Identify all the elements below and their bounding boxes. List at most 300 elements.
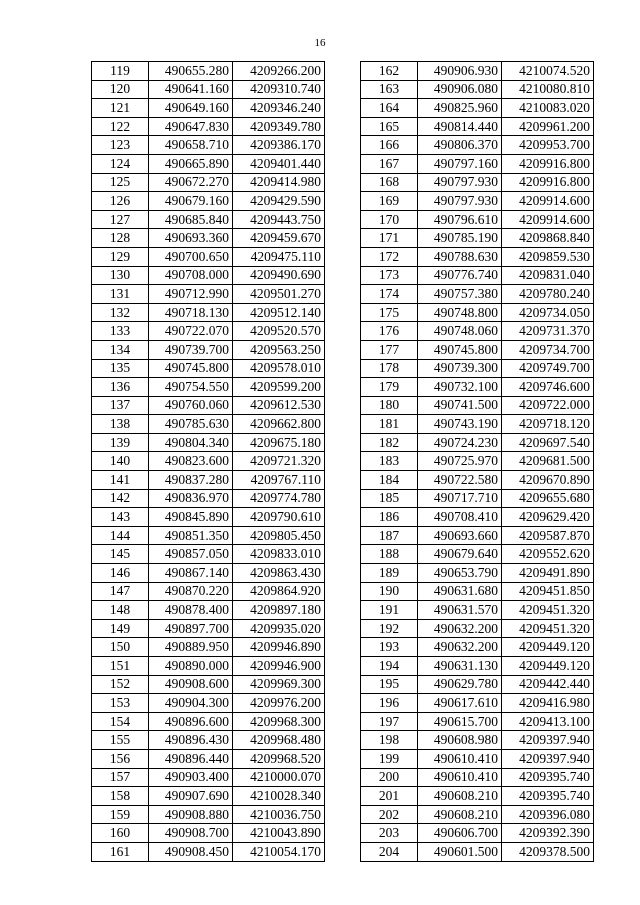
x-coordinate-cell: 490814.440 (418, 117, 502, 136)
y-coordinate-cell: 4209552.620 (502, 545, 594, 564)
point-number-cell: 173 (361, 266, 418, 285)
y-coordinate-cell: 4209953.700 (502, 136, 594, 155)
point-number-cell: 140 (92, 452, 149, 471)
x-coordinate-cell: 490606.700 (418, 824, 502, 843)
y-coordinate-cell: 4209831.040 (502, 266, 594, 285)
x-coordinate-cell: 490712.990 (149, 285, 233, 304)
point-number-cell: 130 (92, 266, 149, 285)
table-row (92, 768, 325, 787)
x-coordinate-cell: 490672.270 (149, 173, 233, 192)
point-number-cell: 133 (92, 322, 149, 341)
table-row (92, 154, 325, 173)
point-number-cell: 156 (92, 749, 149, 768)
point-number-cell: 204 (361, 842, 418, 861)
table-row (92, 247, 325, 266)
table-row (361, 62, 594, 81)
point-number-cell: 162 (361, 62, 418, 81)
y-coordinate-cell: 4209859.530 (502, 247, 594, 266)
x-coordinate-cell: 490908.450 (149, 842, 233, 861)
x-coordinate-cell: 490889.950 (149, 638, 233, 657)
y-coordinate-cell: 4209449.120 (502, 638, 594, 657)
y-coordinate-cell: 4209897.180 (233, 601, 325, 620)
x-coordinate-cell: 490655.280 (149, 62, 233, 81)
page-number: 16 (314, 37, 326, 49)
x-coordinate-cell: 490797.930 (418, 173, 502, 192)
y-coordinate-cell: 4209697.540 (502, 433, 594, 452)
x-coordinate-cell: 490641.160 (149, 80, 233, 99)
table-row (361, 154, 594, 173)
x-coordinate-cell: 490776.740 (418, 266, 502, 285)
point-number-cell: 160 (92, 824, 149, 843)
x-coordinate-cell: 490608.210 (418, 787, 502, 806)
table-row (92, 842, 325, 861)
table-row (361, 396, 594, 415)
x-coordinate-cell: 490739.700 (149, 340, 233, 359)
table-row (92, 359, 325, 378)
x-coordinate-cell: 490679.640 (418, 545, 502, 564)
point-number-cell: 199 (361, 749, 418, 768)
y-coordinate-cell: 4209916.800 (502, 154, 594, 173)
point-number-cell: 125 (92, 173, 149, 192)
point-number-cell: 131 (92, 285, 149, 304)
point-number-cell: 165 (361, 117, 418, 136)
x-coordinate-cell: 490896.430 (149, 731, 233, 750)
point-number-cell: 203 (361, 824, 418, 843)
table-row (92, 675, 325, 694)
point-number-cell: 152 (92, 675, 149, 694)
table-row (361, 675, 594, 694)
x-coordinate-cell: 490748.060 (418, 322, 502, 341)
x-coordinate-cell: 490908.600 (149, 675, 233, 694)
point-number-cell: 186 (361, 508, 418, 527)
y-coordinate-cell: 4209721.320 (233, 452, 325, 471)
table-row (92, 526, 325, 545)
table-row (361, 582, 594, 601)
point-number-cell: 175 (361, 303, 418, 322)
table-row (92, 266, 325, 285)
point-number-cell: 145 (92, 545, 149, 564)
point-number-cell: 142 (92, 489, 149, 508)
table-row (361, 842, 594, 861)
point-number-cell: 192 (361, 619, 418, 638)
table-row (361, 303, 594, 322)
table-row (361, 378, 594, 397)
table-row (361, 694, 594, 713)
y-coordinate-cell: 4209864.920 (233, 582, 325, 601)
y-coordinate-cell: 4209501.270 (233, 285, 325, 304)
point-number-cell: 167 (361, 154, 418, 173)
x-coordinate-cell: 490722.070 (149, 322, 233, 341)
x-coordinate-cell: 490693.360 (149, 229, 233, 248)
point-number-cell: 163 (361, 80, 418, 99)
point-number-cell: 120 (92, 80, 149, 99)
point-number-cell: 183 (361, 452, 418, 471)
y-coordinate-cell: 4209401.440 (233, 154, 325, 173)
table-row (92, 564, 325, 583)
x-coordinate-cell: 490906.930 (418, 62, 502, 81)
y-coordinate-cell: 4209397.940 (502, 731, 594, 750)
y-coordinate-cell: 4209681.500 (502, 452, 594, 471)
table-row (361, 247, 594, 266)
y-coordinate-cell: 4209346.240 (233, 99, 325, 118)
point-number-cell: 161 (92, 842, 149, 861)
table-row (361, 489, 594, 508)
table-row (92, 173, 325, 192)
y-coordinate-cell: 4209914.600 (502, 210, 594, 229)
point-number-cell: 177 (361, 340, 418, 359)
point-number-cell: 187 (361, 526, 418, 545)
point-number-cell: 198 (361, 731, 418, 750)
point-number-cell: 180 (361, 396, 418, 415)
point-number-cell: 146 (92, 564, 149, 583)
y-coordinate-cell: 4209451.320 (502, 601, 594, 620)
point-number-cell: 138 (92, 415, 149, 434)
y-coordinate-cell: 4209414.980 (233, 173, 325, 192)
point-number-cell: 155 (92, 731, 149, 750)
y-coordinate-cell: 4210028.340 (233, 787, 325, 806)
y-coordinate-cell: 4209587.870 (502, 526, 594, 545)
y-coordinate-cell: 4209266.200 (233, 62, 325, 81)
y-coordinate-cell: 4209833.010 (233, 545, 325, 564)
x-coordinate-cell: 490743.190 (418, 415, 502, 434)
point-number-cell: 144 (92, 526, 149, 545)
point-number-cell: 134 (92, 340, 149, 359)
x-coordinate-cell: 490870.220 (149, 582, 233, 601)
x-coordinate-cell: 490732.100 (418, 378, 502, 397)
table-row (92, 582, 325, 601)
point-number-cell: 190 (361, 582, 418, 601)
x-coordinate-cell: 490725.970 (418, 452, 502, 471)
point-number-cell: 184 (361, 471, 418, 490)
point-number-cell: 136 (92, 378, 149, 397)
table-row (361, 545, 594, 564)
x-coordinate-cell: 490760.060 (149, 396, 233, 415)
y-coordinate-cell: 4209968.480 (233, 731, 325, 750)
x-coordinate-cell: 490610.410 (418, 749, 502, 768)
table-row (92, 136, 325, 155)
y-coordinate-cell: 4209916.800 (502, 173, 594, 192)
table-row (361, 824, 594, 843)
y-coordinate-cell: 4209451.850 (502, 582, 594, 601)
x-coordinate-cell: 490788.630 (418, 247, 502, 266)
point-number-cell: 201 (361, 787, 418, 806)
y-coordinate-cell: 4210074.520 (502, 62, 594, 81)
y-coordinate-cell: 4209961.200 (502, 117, 594, 136)
y-coordinate-cell: 4209395.740 (502, 768, 594, 787)
y-coordinate-cell: 4209395.740 (502, 787, 594, 806)
point-number-cell: 194 (361, 657, 418, 676)
point-number-cell: 157 (92, 768, 149, 787)
coordinates-table-right (360, 61, 594, 862)
table-row (92, 117, 325, 136)
point-number-cell: 127 (92, 210, 149, 229)
x-coordinate-cell: 490837.280 (149, 471, 233, 490)
x-coordinate-cell: 490608.210 (418, 805, 502, 824)
y-coordinate-cell: 4209914.600 (502, 192, 594, 211)
y-coordinate-cell: 4209868.840 (502, 229, 594, 248)
y-coordinate-cell: 4210036.750 (233, 805, 325, 824)
y-coordinate-cell: 4209491.890 (502, 564, 594, 583)
y-coordinate-cell: 4209670.890 (502, 471, 594, 490)
point-number-cell: 164 (361, 99, 418, 118)
y-coordinate-cell: 4209396.080 (502, 805, 594, 824)
x-coordinate-cell: 490878.400 (149, 601, 233, 620)
x-coordinate-cell: 490629.780 (418, 675, 502, 694)
y-coordinate-cell: 4209731.370 (502, 322, 594, 341)
y-coordinate-cell: 4209780.240 (502, 285, 594, 304)
x-coordinate-cell: 490647.830 (149, 117, 233, 136)
y-coordinate-cell: 4209629.420 (502, 508, 594, 527)
point-number-cell: 119 (92, 62, 149, 81)
y-coordinate-cell: 4209662.800 (233, 415, 325, 434)
table-row (361, 322, 594, 341)
x-coordinate-cell: 490908.880 (149, 805, 233, 824)
x-coordinate-cell: 490806.370 (418, 136, 502, 155)
point-number-cell: 132 (92, 303, 149, 322)
x-coordinate-cell: 490601.500 (418, 842, 502, 861)
y-coordinate-cell: 4209675.180 (233, 433, 325, 452)
table-row (361, 731, 594, 750)
y-coordinate-cell: 4209397.940 (502, 749, 594, 768)
y-coordinate-cell: 4209722.000 (502, 396, 594, 415)
point-number-cell: 159 (92, 805, 149, 824)
table-row (361, 173, 594, 192)
table-row (92, 340, 325, 359)
y-coordinate-cell: 4209969.300 (233, 675, 325, 694)
x-coordinate-cell: 490745.800 (149, 359, 233, 378)
x-coordinate-cell: 490890.000 (149, 657, 233, 676)
point-number-cell: 178 (361, 359, 418, 378)
point-number-cell: 149 (92, 619, 149, 638)
y-coordinate-cell: 4210083.020 (502, 99, 594, 118)
table-row (361, 210, 594, 229)
x-coordinate-cell: 490649.160 (149, 99, 233, 118)
point-number-cell: 189 (361, 564, 418, 583)
table-row (361, 99, 594, 118)
y-coordinate-cell: 4209734.700 (502, 340, 594, 359)
y-coordinate-cell: 4209349.780 (233, 117, 325, 136)
x-coordinate-cell: 490906.080 (418, 80, 502, 99)
point-number-cell: 181 (361, 415, 418, 434)
table-row (361, 657, 594, 676)
table-row (92, 415, 325, 434)
x-coordinate-cell: 490797.160 (418, 154, 502, 173)
table-row (361, 285, 594, 304)
y-coordinate-cell: 4209718.120 (502, 415, 594, 434)
point-number-cell: 185 (361, 489, 418, 508)
y-coordinate-cell: 4209968.300 (233, 712, 325, 731)
point-number-cell: 166 (361, 136, 418, 155)
table-row (361, 415, 594, 434)
table-row (92, 749, 325, 768)
table-row (361, 805, 594, 824)
x-coordinate-cell: 490617.610 (418, 694, 502, 713)
point-number-cell: 143 (92, 508, 149, 527)
point-number-cell: 126 (92, 192, 149, 211)
table-row (361, 452, 594, 471)
x-coordinate-cell: 490836.970 (149, 489, 233, 508)
x-coordinate-cell: 490785.190 (418, 229, 502, 248)
x-coordinate-cell: 490631.570 (418, 601, 502, 620)
y-coordinate-cell: 4209946.900 (233, 657, 325, 676)
x-coordinate-cell: 490804.340 (149, 433, 233, 452)
y-coordinate-cell: 4209578.010 (233, 359, 325, 378)
x-coordinate-cell: 490700.650 (149, 247, 233, 266)
table-row (92, 99, 325, 118)
y-coordinate-cell: 4209612.530 (233, 396, 325, 415)
table-row (92, 657, 325, 676)
x-coordinate-cell: 490897.700 (149, 619, 233, 638)
y-coordinate-cell: 4209449.120 (502, 657, 594, 676)
table-row (92, 80, 325, 99)
x-coordinate-cell: 490608.980 (418, 731, 502, 750)
y-coordinate-cell: 4209442.440 (502, 675, 594, 694)
table-row (92, 638, 325, 657)
point-number-cell: 158 (92, 787, 149, 806)
y-coordinate-cell: 4209805.450 (233, 526, 325, 545)
point-number-cell: 129 (92, 247, 149, 266)
coordinates-table-left (91, 61, 325, 862)
x-coordinate-cell: 490907.690 (149, 787, 233, 806)
y-coordinate-cell: 4209734.050 (502, 303, 594, 322)
table-row (92, 824, 325, 843)
point-number-cell: 128 (92, 229, 149, 248)
y-coordinate-cell: 4209774.780 (233, 489, 325, 508)
x-coordinate-cell: 490908.700 (149, 824, 233, 843)
x-coordinate-cell: 490867.140 (149, 564, 233, 583)
y-coordinate-cell: 4209863.430 (233, 564, 325, 583)
y-coordinate-cell: 4209976.200 (233, 694, 325, 713)
x-coordinate-cell: 490757.380 (418, 285, 502, 304)
point-number-cell: 182 (361, 433, 418, 452)
point-number-cell: 200 (361, 768, 418, 787)
x-coordinate-cell: 490724.230 (418, 433, 502, 452)
point-number-cell: 196 (361, 694, 418, 713)
table-row (92, 731, 325, 750)
table-row (361, 471, 594, 490)
y-coordinate-cell: 4209767.110 (233, 471, 325, 490)
point-number-cell: 193 (361, 638, 418, 657)
table-row (92, 452, 325, 471)
x-coordinate-cell: 490718.130 (149, 303, 233, 322)
y-coordinate-cell: 4210054.170 (233, 842, 325, 861)
y-coordinate-cell: 4209451.320 (502, 619, 594, 638)
y-coordinate-cell: 4209790.610 (233, 508, 325, 527)
table-row (92, 712, 325, 731)
point-number-cell: 169 (361, 192, 418, 211)
x-coordinate-cell: 490845.890 (149, 508, 233, 527)
point-number-cell: 137 (92, 396, 149, 415)
x-coordinate-cell: 490658.710 (149, 136, 233, 155)
point-number-cell: 151 (92, 657, 149, 676)
y-coordinate-cell: 4210080.810 (502, 80, 594, 99)
y-coordinate-cell: 4209563.250 (233, 340, 325, 359)
table-row (92, 619, 325, 638)
table-row (92, 508, 325, 527)
point-number-cell: 147 (92, 582, 149, 601)
point-number-cell: 202 (361, 805, 418, 824)
table-row (361, 712, 594, 731)
point-number-cell: 122 (92, 117, 149, 136)
x-coordinate-cell: 490903.400 (149, 768, 233, 787)
point-number-cell: 148 (92, 601, 149, 620)
table-row (92, 545, 325, 564)
y-coordinate-cell: 4209378.500 (502, 842, 594, 861)
y-coordinate-cell: 4210000.070 (233, 768, 325, 787)
y-coordinate-cell: 4209968.520 (233, 749, 325, 768)
x-coordinate-cell: 490722.580 (418, 471, 502, 490)
x-coordinate-cell: 490708.000 (149, 266, 233, 285)
point-number-cell: 139 (92, 433, 149, 452)
table-row (92, 489, 325, 508)
y-coordinate-cell: 4209490.690 (233, 266, 325, 285)
x-coordinate-cell: 490739.300 (418, 359, 502, 378)
x-coordinate-cell: 490896.600 (149, 712, 233, 731)
point-number-cell: 135 (92, 359, 149, 378)
table-row (361, 229, 594, 248)
table-row (361, 359, 594, 378)
table-row (361, 749, 594, 768)
y-coordinate-cell: 4209520.570 (233, 322, 325, 341)
table-row (92, 192, 325, 211)
point-number-cell: 123 (92, 136, 149, 155)
x-coordinate-cell: 490679.160 (149, 192, 233, 211)
x-coordinate-cell: 490904.300 (149, 694, 233, 713)
table-row (92, 378, 325, 397)
x-coordinate-cell: 490632.200 (418, 619, 502, 638)
y-coordinate-cell: 4209310.740 (233, 80, 325, 99)
table-row (92, 805, 325, 824)
table-row (361, 117, 594, 136)
table-row (92, 210, 325, 229)
x-coordinate-cell: 490665.890 (149, 154, 233, 173)
point-number-cell: 124 (92, 154, 149, 173)
point-number-cell: 141 (92, 471, 149, 490)
table-row (361, 508, 594, 527)
x-coordinate-cell: 490741.500 (418, 396, 502, 415)
x-coordinate-cell: 490896.440 (149, 749, 233, 768)
table-row (361, 638, 594, 657)
y-coordinate-cell: 4209935.020 (233, 619, 325, 638)
x-coordinate-cell: 490796.610 (418, 210, 502, 229)
point-number-cell: 172 (361, 247, 418, 266)
table-row (361, 601, 594, 620)
x-coordinate-cell: 490785.630 (149, 415, 233, 434)
table-row (92, 471, 325, 490)
y-coordinate-cell: 4209413.100 (502, 712, 594, 731)
table-row (361, 787, 594, 806)
x-coordinate-cell: 490857.050 (149, 545, 233, 564)
point-number-cell: 150 (92, 638, 149, 657)
table-row (361, 136, 594, 155)
point-number-cell: 195 (361, 675, 418, 694)
y-coordinate-cell: 4209946.890 (233, 638, 325, 657)
point-number-cell: 153 (92, 694, 149, 713)
point-number-cell: 188 (361, 545, 418, 564)
table-row (361, 80, 594, 99)
y-coordinate-cell: 4209512.140 (233, 303, 325, 322)
point-number-cell: 168 (361, 173, 418, 192)
table-row (92, 396, 325, 415)
table-row (361, 433, 594, 452)
y-coordinate-cell: 4209429.590 (233, 192, 325, 211)
point-number-cell: 191 (361, 601, 418, 620)
y-coordinate-cell: 4209386.170 (233, 136, 325, 155)
y-coordinate-cell: 4209655.680 (502, 489, 594, 508)
table-row (361, 564, 594, 583)
x-coordinate-cell: 490797.930 (418, 192, 502, 211)
x-coordinate-cell: 490631.680 (418, 582, 502, 601)
